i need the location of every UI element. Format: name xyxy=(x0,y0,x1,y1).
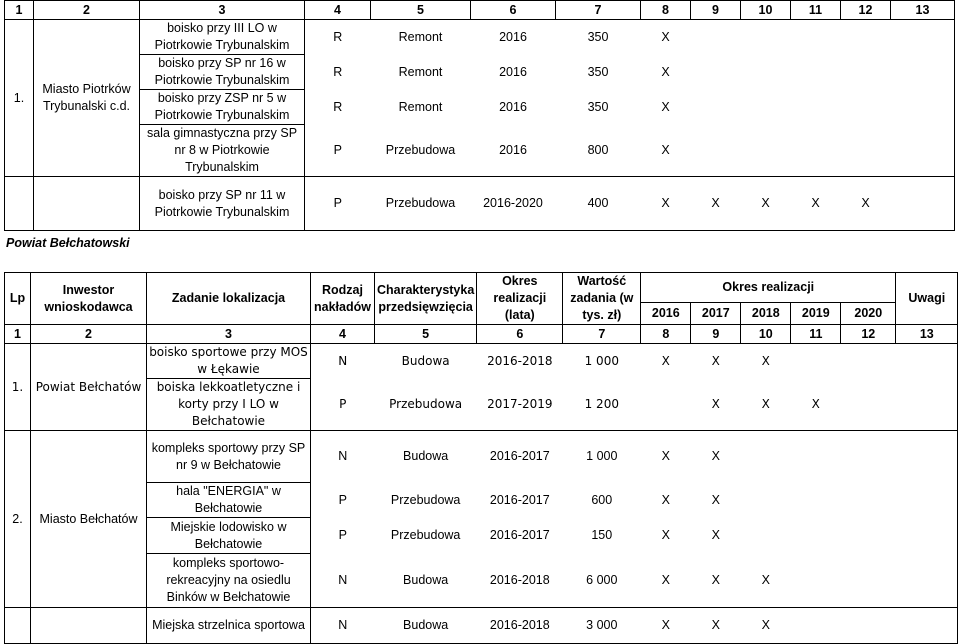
year-2019-cell xyxy=(791,483,841,518)
year-2016-cell: X xyxy=(641,125,691,177)
header-task: Zadanie lokalizacja xyxy=(147,273,311,325)
investor-cell: Miasto Bełchatów xyxy=(31,431,147,608)
year-2020-cell xyxy=(841,90,891,125)
value-cell: 800 xyxy=(556,125,641,177)
header-year: 2016 xyxy=(641,303,691,325)
type-cell: N xyxy=(311,431,375,483)
year-2019-cell xyxy=(791,20,841,55)
type-cell: R xyxy=(305,20,371,55)
year-2017-cell: X xyxy=(691,344,741,379)
notes-cell xyxy=(896,554,958,608)
task-cell: boisko sportowe przy MOS w Łękawie xyxy=(147,344,311,379)
year-2018-cell xyxy=(741,518,791,554)
period-cell: 2016 xyxy=(499,64,527,79)
col-number: 8 xyxy=(641,1,691,20)
year-2020-cell xyxy=(841,608,896,644)
task-cell: hala "ENERGIA" w Bełchatowie xyxy=(147,483,311,518)
table-row xyxy=(5,55,955,90)
notes-cell xyxy=(891,90,955,125)
year-2016-cell xyxy=(641,379,691,431)
year-2018-cell: X xyxy=(741,379,791,431)
lp-cell: 1. xyxy=(5,344,31,431)
task-cell: boisko przy SP nr 11 w Piotrkowie Trybunalskim xyxy=(140,177,305,231)
period-cell: 2016-2017 xyxy=(477,431,563,483)
col-number: 5 xyxy=(371,1,471,20)
year-2018-cell xyxy=(741,20,791,55)
year-2019-cell xyxy=(791,125,841,177)
year-2020-cell xyxy=(841,554,896,608)
period-cell: 2016 xyxy=(499,99,527,114)
year-2016-cell: X xyxy=(641,608,691,644)
col-number: 10 xyxy=(741,325,791,344)
year-2020-cell xyxy=(841,55,891,90)
year-2016-cell: X xyxy=(641,177,691,231)
year-2019-cell: X xyxy=(791,379,841,431)
period-cell: 2016-2018 xyxy=(477,344,563,379)
year-2019-cell xyxy=(791,55,841,90)
type-cell: P xyxy=(311,518,375,554)
year-2019-cell xyxy=(791,90,841,125)
year-2017-cell xyxy=(691,55,741,90)
header-investor: Inwestor wnioskodawca xyxy=(31,273,147,325)
year-2016-cell: X xyxy=(641,431,691,483)
period-cell: 2016-2017 xyxy=(489,492,550,507)
table-row xyxy=(5,518,958,554)
period-cell: 2017-2019 xyxy=(477,379,563,431)
header-row xyxy=(5,273,958,303)
type-cell: P xyxy=(305,177,371,231)
header-lp: Lp xyxy=(5,273,31,325)
table-row xyxy=(5,20,955,55)
table-row xyxy=(5,125,955,177)
year-2016-cell: X xyxy=(661,99,670,114)
table-row xyxy=(5,344,958,379)
section-title: Powiat Bełchatowski xyxy=(6,236,130,250)
period-cell: 2016-2018 xyxy=(477,608,563,644)
value-cell: 350 xyxy=(587,99,609,114)
year-2019-cell xyxy=(791,608,841,644)
type-cell: R xyxy=(305,90,371,125)
bottom-table xyxy=(4,272,958,644)
type-cell: N xyxy=(311,608,375,644)
year-2018-cell: X xyxy=(741,344,791,379)
year-2017-cell xyxy=(691,90,741,125)
col-number: 2 xyxy=(31,325,147,344)
task-cell: boiska lekkoatletyczne i korty przy I LO w Bełchatowie xyxy=(147,379,311,431)
col-number: 12 xyxy=(841,325,896,344)
header-period: Okres realizacji (lata) xyxy=(477,273,563,325)
header-year: 2017 xyxy=(691,303,741,325)
year-2019-cell xyxy=(791,554,841,608)
task-cell: boisko przy ZSP nr 5 w Piotrkowie Trybunalskim xyxy=(140,90,305,125)
period-cell: 2016-2017 xyxy=(489,528,550,542)
desc-cell: Przebudowa xyxy=(390,492,461,507)
lp-cell: 2. xyxy=(5,431,31,608)
year-2017-cell: X xyxy=(711,528,720,542)
year-2016-cell: X xyxy=(661,64,670,79)
desc-cell: Remont xyxy=(398,64,443,79)
year-2019-cell xyxy=(791,518,841,554)
top-table xyxy=(4,0,955,231)
task-cell: kompleks sportowo-rekreacyjny na osiedlu Binków w Bełchatowie xyxy=(147,554,311,608)
task-cell: boisko przy SP nr 16 w Piotrkowie Trybunalskim xyxy=(140,55,305,90)
year-2020-cell xyxy=(841,125,891,177)
investor-cell: Powiat Bełchatów xyxy=(31,344,147,431)
value-cell: 3 000 xyxy=(563,608,641,644)
header-notes: Uwagi xyxy=(896,273,958,325)
desc-cell: Przebudowa xyxy=(371,125,471,177)
desc-cell: Remont xyxy=(371,20,471,55)
year-2018-cell: X xyxy=(741,608,791,644)
header-description: Charakterystyka przedsięwzięcia xyxy=(375,273,477,325)
desc-cell: Budowa xyxy=(375,608,477,644)
notes-cell xyxy=(891,125,955,177)
task-cell: Miejskie lodowisko w Bełchatowie xyxy=(147,518,311,554)
value-cell: 1 000 xyxy=(563,344,641,379)
notes-cell xyxy=(896,344,958,379)
table-row xyxy=(5,177,955,231)
year-2017-cell: X xyxy=(691,608,741,644)
year-2019-cell xyxy=(791,431,841,483)
year-2020-cell: X xyxy=(841,177,891,231)
year-2019-cell xyxy=(791,344,841,379)
period-cell: 2016 xyxy=(471,20,556,55)
year-2017-cell: X xyxy=(691,431,741,483)
col-number: 7 xyxy=(556,1,641,20)
col-number: 1 xyxy=(5,1,34,20)
year-2020-cell xyxy=(841,379,896,431)
year-2018-cell xyxy=(741,55,791,90)
table-row xyxy=(5,554,958,608)
year-2016-cell: X xyxy=(661,492,670,507)
value-cell: 600 xyxy=(591,492,613,507)
col-number: 1 xyxy=(5,325,31,344)
col-number: 7 xyxy=(563,325,641,344)
lp-cell: 1. xyxy=(5,20,34,177)
col-number: 4 xyxy=(305,1,371,20)
notes-cell xyxy=(896,518,958,554)
value-cell: 6 000 xyxy=(563,554,641,608)
period-cell: 2016-2018 xyxy=(477,554,563,608)
header-type: Rodzaj nakładów xyxy=(311,273,375,325)
year-2020-cell xyxy=(841,483,896,518)
year-2016-cell: X xyxy=(641,20,691,55)
table-row xyxy=(5,608,958,644)
year-2016-cell: X xyxy=(661,528,670,542)
desc-cell: Przebudowa xyxy=(375,379,477,431)
col-number: 11 xyxy=(791,1,841,20)
notes-cell xyxy=(896,608,958,644)
year-2018-cell xyxy=(741,90,791,125)
top-column-numbers-row xyxy=(5,1,955,20)
col-number: 13 xyxy=(891,1,955,20)
table-row xyxy=(5,379,958,431)
notes-cell xyxy=(896,483,958,518)
period-cell: 2016-2020 xyxy=(471,177,556,231)
col-number: 2 xyxy=(34,1,140,20)
type-cell: P xyxy=(305,125,371,177)
col-number: 4 xyxy=(311,325,375,344)
year-2019-cell: X xyxy=(791,177,841,231)
col-number: 11 xyxy=(791,325,841,344)
notes-cell xyxy=(891,177,955,231)
investor-cell: Miasto Piotrków Trybunalski c.d. xyxy=(34,20,140,177)
notes-cell xyxy=(896,379,958,431)
table-row xyxy=(5,431,958,483)
lp-cell xyxy=(5,608,31,644)
notes-cell xyxy=(891,20,955,55)
year-2016-cell: X xyxy=(641,344,691,379)
year-2017-cell: X xyxy=(691,379,741,431)
notes-cell xyxy=(891,55,955,90)
desc-cell: Budowa xyxy=(375,431,477,483)
desc-cell: Budowa xyxy=(375,344,477,379)
col-number: 12 xyxy=(841,1,891,20)
year-2018-cell xyxy=(741,483,791,518)
type-cell: N xyxy=(311,344,375,379)
desc-cell: Budowa xyxy=(375,554,477,608)
col-number: 9 xyxy=(691,1,741,20)
year-2017-cell xyxy=(691,125,741,177)
bottom-column-numbers-row xyxy=(5,325,958,344)
desc-cell: Przebudowa xyxy=(390,528,461,542)
lp-cell xyxy=(5,177,34,231)
year-2016-cell: X xyxy=(641,554,691,608)
desc-cell: Przebudowa xyxy=(371,177,471,231)
desc-cell: Remont xyxy=(398,99,443,114)
type-cell: N xyxy=(311,554,375,608)
year-2018-cell xyxy=(741,125,791,177)
type-cell: P xyxy=(311,483,375,518)
col-number: 3 xyxy=(140,1,305,20)
header-value: Wartość zadania (w tys. zł) xyxy=(563,273,641,325)
type-cell: P xyxy=(311,379,375,431)
table-row xyxy=(5,90,955,125)
notes-cell xyxy=(896,431,958,483)
header-year: 2019 xyxy=(791,303,841,325)
investor-cell xyxy=(34,177,140,231)
col-number: 8 xyxy=(641,325,691,344)
col-number: 13 xyxy=(896,325,958,344)
header-year: 2020 xyxy=(841,303,896,325)
year-2018-cell xyxy=(741,431,791,483)
task-cell: kompleks sportowy przy SP nr 9 w Bełchatowie xyxy=(147,431,311,483)
value-cell: 1 200 xyxy=(563,379,641,431)
value-cell: 350 xyxy=(556,20,641,55)
table-row xyxy=(5,483,958,518)
year-2017-cell xyxy=(691,20,741,55)
col-number: 10 xyxy=(741,1,791,20)
header-period-group: Okres realizacji xyxy=(641,273,896,303)
investor-cell xyxy=(31,608,147,644)
col-number: 6 xyxy=(471,1,556,20)
year-2017-cell: X xyxy=(691,177,741,231)
task-cell: Miejska strzelnica sportowa xyxy=(147,608,311,644)
col-number: 9 xyxy=(691,325,741,344)
col-number: 3 xyxy=(147,325,311,344)
value-cell: 1 000 xyxy=(563,431,641,483)
type-cell: R xyxy=(305,55,371,90)
value-cell: 150 xyxy=(591,528,613,542)
value-cell: 400 xyxy=(556,177,641,231)
year-2018-cell: X xyxy=(741,177,791,231)
year-2020-cell xyxy=(841,518,896,554)
header-year: 2018 xyxy=(741,303,791,325)
year-2020-cell xyxy=(841,344,896,379)
period-cell: 2016 xyxy=(471,125,556,177)
year-2020-cell xyxy=(841,431,896,483)
year-2017-cell: X xyxy=(711,492,720,507)
col-number: 5 xyxy=(375,325,477,344)
task-cell: boisko przy III LO w Piotrkowie Trybunalskim xyxy=(140,20,305,55)
year-2018-cell: X xyxy=(741,554,791,608)
task-cell: sala gimnastyczna przy SP nr 8 w Piotrkowie Trybunalskim xyxy=(140,125,305,177)
year-2020-cell xyxy=(841,20,891,55)
year-2017-cell: X xyxy=(691,554,741,608)
value-cell: 350 xyxy=(587,64,609,79)
col-number: 6 xyxy=(477,325,563,344)
